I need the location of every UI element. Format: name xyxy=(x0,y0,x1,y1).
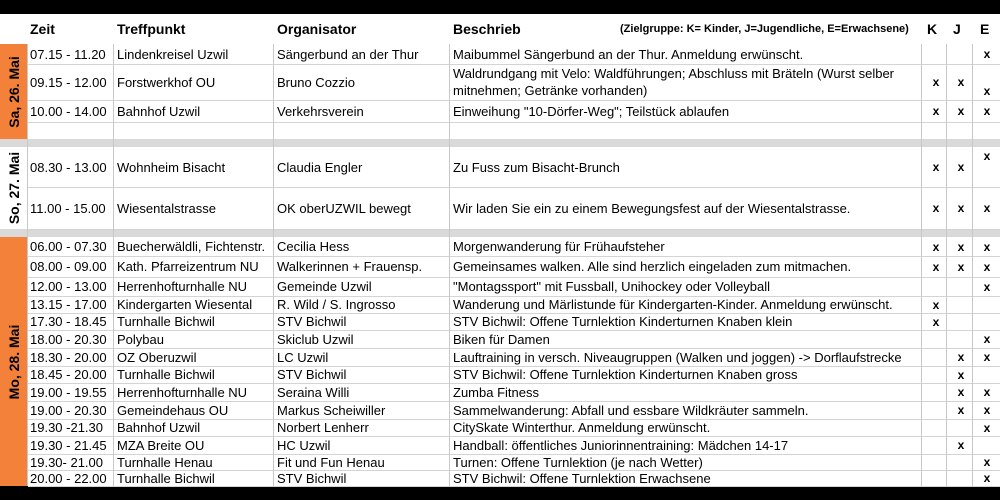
table-row xyxy=(28,470,1000,487)
cell-beschrieb: Turnen: Offene Turnlektion (je nach Wetter) xyxy=(453,454,703,470)
cell-treffpunkt: Bahnhof Uzwil xyxy=(117,103,201,119)
cell-organisator: STV Bichwil xyxy=(277,367,347,382)
mark-j: x xyxy=(957,385,965,399)
cell-organisator: Skiclub Uzwil xyxy=(277,331,354,347)
mark-j: x xyxy=(957,239,965,254)
table-row xyxy=(28,383,1000,402)
table-row xyxy=(28,436,1000,455)
cell-organisator: Markus Scheiwiller xyxy=(277,402,386,418)
cell-treffpunkt: Lindenkreisel Uzwil xyxy=(117,46,229,62)
cell-treffpunkt: Turnhalle Bichwil xyxy=(117,470,215,486)
cell-treffpunkt: Turnhalle Henau xyxy=(117,454,213,470)
cell-organisator: STV Bichwil xyxy=(277,470,347,486)
mark-e: x xyxy=(983,455,991,469)
cell-treffpunkt: Buecherwäldli, Fichtenstr. xyxy=(117,239,266,254)
table-row xyxy=(28,187,1000,230)
header-zielgruppe: (Zielgruppe: K= Kinder, J=Jugendliche, E=Erwachsene) xyxy=(620,23,909,35)
mark-e: x xyxy=(983,47,991,61)
cell-organisator: LC Uzwil xyxy=(277,349,329,365)
cell-beschrieb: Wir laden Sie ein zu einem Bewegungsfest auf der Wiesentalstrasse. xyxy=(453,200,851,216)
column-divider xyxy=(921,44,922,486)
cell-organisator: Seraina Willi xyxy=(277,384,350,400)
mark-e: x xyxy=(983,471,991,485)
table-row xyxy=(28,454,1000,471)
table-row xyxy=(28,330,1000,349)
cell-treffpunkt: MZA Breite OU xyxy=(117,437,205,453)
cell-treffpunkt: Gemeindehaus OU xyxy=(117,402,229,418)
mark-e: x xyxy=(983,420,991,435)
day-band-saturday xyxy=(0,44,27,139)
cell-zeit: 18.00 - 20.30 xyxy=(30,331,107,347)
cell-beschrieb: Lauftraining in versch. Niveaugruppen (Walken und joggen) -> Dorflaufstrecke xyxy=(453,349,902,365)
cell-treffpunkt: Herrenhofturnhalle NU xyxy=(117,384,248,400)
day-separator xyxy=(0,229,1000,237)
mark-k: x xyxy=(932,104,940,118)
mark-k: x xyxy=(932,297,940,312)
column-divider xyxy=(27,44,28,486)
day-band-monday xyxy=(0,237,27,486)
cell-treffpunkt: Turnhalle Bichwil xyxy=(117,314,215,329)
cell-treffpunkt: Wohnheim Bisacht xyxy=(117,159,226,175)
table-row xyxy=(28,147,1000,188)
mark-e: x xyxy=(983,239,991,254)
cell-beschrieb: Zumba Fitness xyxy=(453,384,539,400)
mark-j: x xyxy=(957,104,965,118)
header-k: K xyxy=(927,21,938,37)
table-row xyxy=(28,256,1000,278)
table-row xyxy=(28,44,1000,65)
cell-beschrieb: Waldrundgang mit Velo: Waldführungen; Abschluss mit Bräteln (Wurst selber mitnehmen; Getränke vorhanden) xyxy=(453,66,895,98)
table-row xyxy=(28,313,1000,331)
mark-e: x xyxy=(983,84,991,98)
header-treffpunkt: Treffpunkt xyxy=(117,21,186,37)
mark-e: x xyxy=(983,259,991,274)
cell-beschrieb: Handball: öffentliches Juniorinnentraining: Mädchen 14-17 xyxy=(453,437,789,453)
header-beschrieb: Beschrieb xyxy=(453,21,521,37)
cell-organisator: Cecilia Hess xyxy=(277,239,350,254)
cell-organisator: Bruno Cozzio xyxy=(277,74,356,90)
mark-j: x xyxy=(957,403,965,417)
cell-zeit: 13.15 - 17.00 xyxy=(30,297,107,312)
cell-zeit: 18.45 - 20.00 xyxy=(30,367,107,382)
mark-k: x xyxy=(932,201,940,215)
cell-zeit: 08.00 - 09.00 xyxy=(30,259,107,274)
header-e: E xyxy=(980,21,990,37)
table-row xyxy=(28,296,1000,314)
mark-j: x xyxy=(957,438,965,452)
cell-organisator: Walkerinnen + Frauensp. xyxy=(277,259,423,274)
mark-j: x xyxy=(957,259,965,274)
cell-beschrieb: Zu Fuss zum Bisacht-Brunch xyxy=(453,159,620,175)
mark-e: x xyxy=(983,279,991,294)
table-row xyxy=(28,401,1000,420)
cell-organisator: HC Uzwil xyxy=(277,437,331,453)
cell-zeit: 12.00 - 13.00 xyxy=(30,279,107,294)
cell-zeit: 07.15 - 11.20 xyxy=(30,46,106,62)
mark-k: x xyxy=(932,259,940,274)
cell-treffpunkt: Bahnhof Uzwil xyxy=(117,420,201,435)
day-separator xyxy=(0,139,1000,147)
cell-zeit: 19.00 - 20.30 xyxy=(30,402,107,418)
mark-e: x xyxy=(983,403,991,417)
cell-zeit: 08.30 - 13.00 xyxy=(30,159,107,175)
table-row xyxy=(28,64,1000,101)
cell-beschrieb: Biken für Damen xyxy=(453,331,550,347)
cell-organisator: Claudia Engler xyxy=(277,159,363,175)
cell-zeit: 11.00 - 15.00 xyxy=(30,200,106,216)
cell-organisator: Gemeinde Uzwil xyxy=(277,279,372,294)
cell-zeit: 18.30 - 20.00 xyxy=(30,349,107,365)
mark-e: x xyxy=(983,104,991,118)
day-label: Sa, 26. Mai xyxy=(5,55,22,128)
cell-organisator: OK oberUZWIL bewegt xyxy=(277,200,411,216)
cell-beschrieb: CitySkate Winterthur. Anmeldung erwünscht. xyxy=(453,420,711,435)
cell-beschrieb: Einweihung "10-Dörfer-Weg"; Teilstück ablaufen xyxy=(453,103,730,119)
column-divider xyxy=(946,44,947,486)
cell-beschrieb: Morgenwanderung für Frühaufsteher xyxy=(453,239,665,254)
mark-k: x xyxy=(932,75,940,89)
cell-treffpunkt: OZ Oberuzwil xyxy=(117,349,197,365)
table-row xyxy=(28,366,1000,384)
cell-zeit: 19.30 - 21.45 xyxy=(30,437,107,453)
mark-j: x xyxy=(957,201,965,215)
table-row xyxy=(28,348,1000,367)
cell-zeit: 10.00 - 14.00 xyxy=(30,103,107,119)
cell-beschrieb: "Montagssport" mit Fussball, Unihockey oder Volleyball xyxy=(453,279,771,294)
cell-beschrieb: Gemeinsames walken. Alle sind herzlich eingeladen zum mitmachen. xyxy=(453,259,852,274)
header-j: J xyxy=(953,21,961,37)
cell-treffpunkt: Wiesentalstrasse xyxy=(117,200,216,216)
cell-zeit: 20.00 - 22.00 xyxy=(30,470,107,486)
cell-organisator: Verkehrsverein xyxy=(277,103,364,119)
table-row xyxy=(28,419,1000,437)
mark-j: x xyxy=(957,350,965,364)
table-row xyxy=(28,237,1000,257)
cell-treffpunkt: Kath. Pfarreizentrum NU xyxy=(117,259,259,274)
cell-organisator: STV Bichwil xyxy=(277,314,347,329)
cell-zeit: 09.15 - 12.00 xyxy=(30,74,107,90)
cell-treffpunkt: Kindergarten Wiesental xyxy=(117,297,253,312)
cell-beschrieb: Maibummel Sängerbund an der Thur. Anmeldung erwünscht. xyxy=(453,46,804,62)
cell-beschrieb: Sammelwanderung: Abfall und essbare Wildkräuter sammeln. xyxy=(453,402,809,418)
header-zeit: Zeit xyxy=(30,21,55,37)
mark-e: x xyxy=(983,201,991,215)
cell-organisator: Sängerbund an der Thur xyxy=(277,46,419,62)
day-band-sunday xyxy=(0,147,27,229)
cell-treffpunkt: Forstwerkhof OU xyxy=(117,74,216,90)
cell-zeit: 17.30 - 18.45 xyxy=(30,314,107,329)
mark-e: x xyxy=(983,332,991,346)
mark-e: x xyxy=(983,385,991,399)
cell-treffpunkt: Herrenhofturnhalle NU xyxy=(117,279,248,294)
day-label: Mo, 28. Mai xyxy=(5,324,22,399)
cell-beschrieb: STV Bichwil: Offene Turnlektion Erwachsene xyxy=(453,470,711,486)
mark-k: x xyxy=(932,160,940,174)
mark-j: x xyxy=(957,75,965,89)
cell-organisator: R. Wild / S. Ingrosso xyxy=(277,297,396,312)
cell-beschrieb: STV Bichwil: Offene Turnlektion Kinderturnen Knaben klein xyxy=(453,314,793,329)
mark-e: x xyxy=(983,350,991,364)
cell-treffpunkt: Polybau xyxy=(117,331,164,347)
cell-zeit: 19.00 - 19.55 xyxy=(30,384,107,400)
column-divider xyxy=(113,44,114,486)
column-divider xyxy=(273,44,274,486)
table-row xyxy=(28,277,1000,297)
column-divider xyxy=(449,44,450,486)
mark-k: x xyxy=(932,314,940,329)
cell-zeit: 19.30 -21.30 xyxy=(30,420,104,435)
mark-j: x xyxy=(957,367,965,382)
column-divider xyxy=(972,44,973,486)
mark-k: x xyxy=(932,239,940,254)
cell-treffpunkt: Turnhalle Bichwil xyxy=(117,367,215,382)
mark-j: x xyxy=(957,160,965,174)
cell-zeit: 19.30- 21.00 xyxy=(30,454,104,470)
cell-beschrieb: STV Bichwil: Offene Turnlektion Kinderturnen Knaben gross xyxy=(453,367,798,382)
header-organisator: Organisator xyxy=(277,21,357,37)
day-label: So, 27. Mai xyxy=(5,151,22,225)
cell-organisator: Norbert Lenherr xyxy=(277,420,369,435)
mark-e: x xyxy=(983,149,991,163)
event-schedule-table xyxy=(0,14,1000,486)
cell-beschrieb: Wanderung und Märlistunde für Kindergarten-Kinder. Anmeldung erwünscht. xyxy=(453,297,893,312)
cell-zeit: 06.00 - 07.30 xyxy=(30,239,107,254)
table-row xyxy=(28,100,1000,123)
cell-organisator: Fit und Fun Henau xyxy=(277,454,385,470)
